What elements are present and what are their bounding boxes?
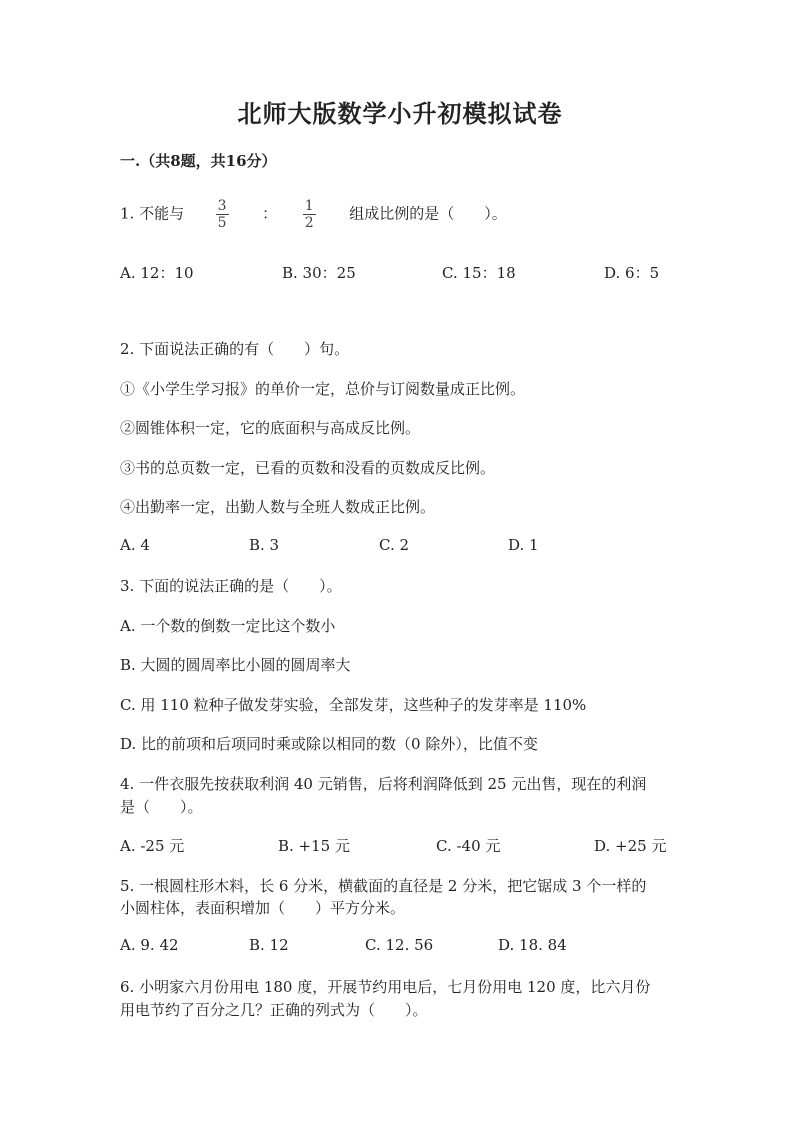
question-2-stem: 2. 下面说法正确的有（ ）句。 — [120, 340, 350, 358]
q2-option-a: A. 4 — [120, 536, 150, 554]
q4-option-d: D. +25 元 — [594, 837, 667, 855]
fraction-one-half — [303, 198, 316, 231]
q1-suffix: 组成比例的是（ ）。 — [349, 204, 507, 223]
question-3-stem: 3. 下面的说法正确的是（ ）。 — [120, 577, 342, 595]
q4-option-a: A. -25 元 — [120, 837, 185, 855]
q3-option-c: C. 用 110 粒种子做发芽实验，全部发芽，这些种子的发芽率是 110% — [120, 696, 587, 714]
question-6-stem-line-1: 6. 小明家六月份用电 180 度，开展节约用电后，七月份用电 120 度，比六月份 — [120, 978, 651, 996]
q5-option-b: B. 12 — [249, 936, 289, 954]
q2-option-d: D. 1 — [508, 536, 539, 554]
q2-option-c: C. 2 — [379, 536, 410, 554]
q1-option-a: A. 12：10 — [120, 264, 194, 282]
q2-statement-3: ③书的总页数一定，已看的页数和没看的页数成反比例。 — [120, 459, 496, 477]
q1-prefix: 1. 不能与 — [120, 204, 185, 223]
question-6-stem-line-2: 用电节约了百分之几？正确的列式为（ ）。 — [120, 1001, 428, 1019]
q1-option-b: B. 30：25 — [282, 264, 356, 282]
q5-option-d: D. 18. 84 — [498, 936, 567, 954]
fraction-three-fifths — [216, 198, 229, 231]
q1-option-c: C. 15：18 — [442, 264, 516, 282]
q2-statement-4: ④出勤率一定，出勤人数与全班人数成正比例。 — [120, 498, 436, 516]
question-1-stem — [120, 198, 507, 231]
q2-option-b: B. 3 — [249, 536, 280, 554]
fraction-numerator: 1 — [304, 198, 314, 214]
q3-option-d: D. 比的前项和后项同时乘或除以相同的数（0 除外），比值不变 — [120, 735, 538, 753]
q1-option-d: D. 6：5 — [604, 264, 660, 282]
q4-option-c: C. -40 元 — [436, 837, 501, 855]
question-5-stem-line-1: 5. 一根圆柱形木料，长 6 分米，横截面的直径是 2 分米，把它锯成 3 个一样的 — [120, 877, 647, 895]
question-5-stem-line-2: 小圆柱体，表面积增加（ ）平方分米。 — [120, 899, 406, 917]
q3-option-b: B. 大圆的圆周率比小圆的圆周率大 — [120, 656, 351, 674]
fraction-numerator: 3 — [217, 198, 227, 214]
q2-statement-2: ②圆锥体积一定，它的底面积与高成反比例。 — [120, 419, 421, 437]
q5-option-a: A. 9. 42 — [120, 936, 179, 954]
q5-option-c: C. 12. 56 — [365, 936, 434, 954]
q2-statement-1: ①《小学生学习报》的单价一定，总价与订阅数量成正比例。 — [120, 380, 526, 398]
q3-option-a: A. 一个数的倒数一定比这个数小 — [120, 617, 336, 635]
fraction-denominator: 2 — [304, 215, 314, 231]
question-4-stem-line-2: 是（ ）。 — [120, 798, 203, 816]
fraction-denominator: 5 — [217, 215, 227, 231]
question-4-stem-line-1: 4. 一件衣服先按获取利润 40 元销售，后将利润降低到 25 元出售，现在的利润 — [120, 775, 647, 793]
q1-colon: ： — [262, 204, 278, 223]
section-heading: 一.（共8题，共16分） — [120, 152, 277, 170]
page-title: 北师大版数学小升初模拟试卷 — [237, 99, 563, 128]
q4-option-b: B. +15 元 — [278, 837, 350, 855]
